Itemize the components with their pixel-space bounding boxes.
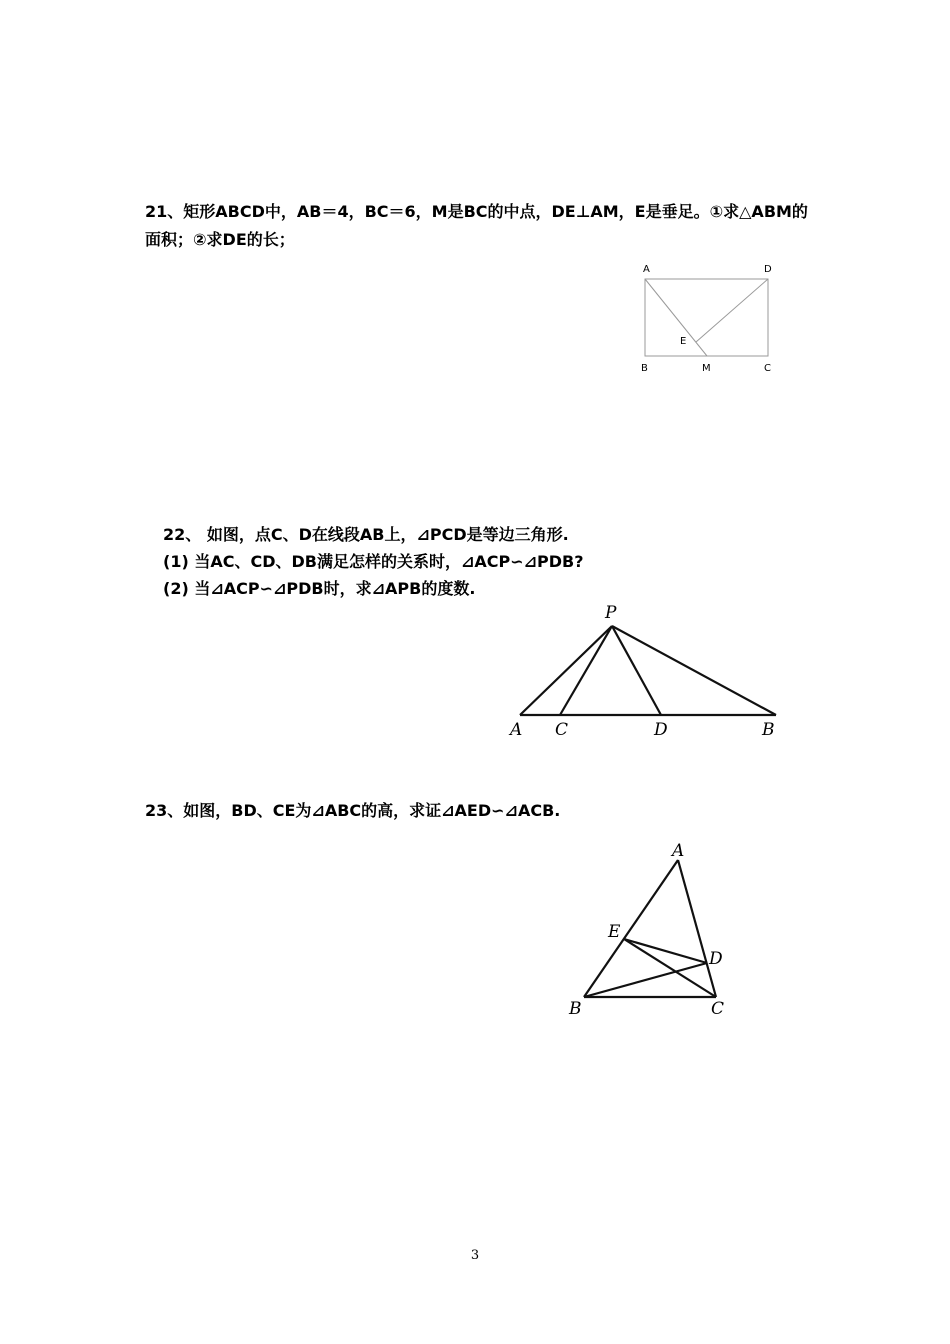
label-d: D: [654, 720, 668, 740]
label-b: B: [762, 720, 775, 740]
q21-rectangle-figure: [630, 258, 790, 378]
segment-pc: [560, 626, 612, 715]
label-a: A: [510, 720, 523, 740]
q21-text-line2: 面积；②求DE的长；: [145, 230, 295, 249]
segment-ed: [624, 939, 707, 963]
q21-text-line1: 21、矩形ABCD中，AB＝4，BC＝6，M是BC的中点，DE⊥AM，E是垂足。①求△ABM的: [145, 202, 808, 221]
label-c: C: [711, 999, 725, 1019]
q22-text-line1: 22、 如图，点C、D在线段AB上，⊿PCD是等边三角形.: [163, 525, 569, 544]
rectangle-abcd: [645, 279, 768, 356]
q22-text-line2: (1) 当AC、CD、DB满足怎样的关系时，⊿ACP∽⊿PDB?: [163, 552, 584, 571]
label-d: D: [764, 264, 772, 275]
segment-am: [645, 279, 707, 356]
q23-triangle-figure: [562, 834, 734, 1024]
label-c: C: [555, 720, 569, 740]
q22-text-line3: (2) 当⊿ACP∽⊿PDB时，求⊿APB的度数.: [163, 579, 476, 598]
label-c: C: [764, 363, 771, 374]
q22-triangle-figure: [498, 596, 788, 746]
label-a: A: [672, 841, 685, 861]
segment-de: [696, 279, 768, 342]
q23-text-line1: 23、如图，BD、CE为⊿ABC的高，求证⊿AED∽⊿ACB.: [145, 801, 561, 820]
label-m: M: [702, 363, 711, 374]
label-d: D: [709, 949, 723, 969]
label-e: E: [608, 922, 621, 942]
label-e: E: [680, 336, 687, 347]
page-number: 3: [470, 1248, 480, 1263]
label-a: A: [643, 264, 650, 275]
label-b: B: [569, 999, 582, 1019]
segment-pa: [520, 626, 612, 715]
segment-ab: [584, 860, 678, 997]
label-b: B: [641, 363, 648, 374]
label-p: P: [605, 603, 617, 623]
